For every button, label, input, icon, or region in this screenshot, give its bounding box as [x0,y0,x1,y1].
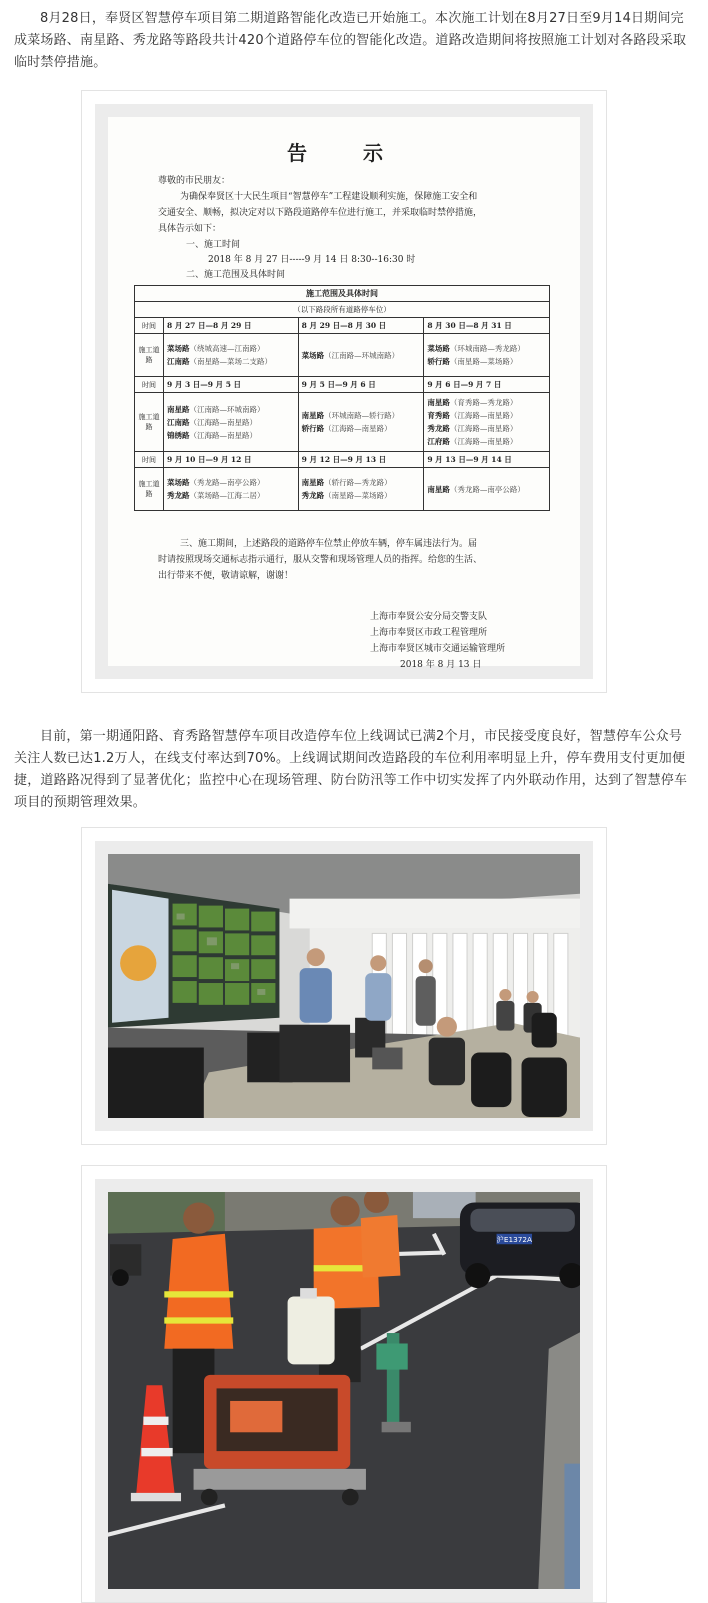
road-entry [167,416,295,429]
schedule-table [134,285,550,511]
schedule-area-label: 施工道路 [135,334,164,377]
notice-body-line: 交通安全、顺畅，拟决定对以下路段道路停车位进行施工，并采取临时禁停措施， [158,208,483,218]
road-entry [427,342,546,355]
schedule-road-cell [424,334,550,377]
schedule-road-cell [164,468,299,511]
notice-date: 2018 年 8 月 13 日 [400,660,482,670]
road-entry [427,396,546,409]
road-entry [302,349,421,362]
schedule-date-cell: 9 月 6 日—9 月 7 日 [424,377,550,393]
road-range: （轿行路—秀龙路） [324,478,392,487]
notice-body-line: 具体告示如下： [158,224,222,234]
schedule-table-subheader: （以下路段所有道路停车位） [135,302,550,318]
road-name: 秀龙路 [167,491,190,500]
schedule-area-label: 施工道路 [135,393,164,452]
schedule-date-cell: 9 月 13 日—9 月 14 日 [424,452,550,468]
notice-signature: 上海市奉贤区市政工程管理所 [370,628,488,638]
schedule-road-cell [298,468,424,511]
notice-image-frame [81,90,607,693]
notice-title: 告 示 [287,141,401,165]
road-entry [427,409,546,422]
schedule-date-row [135,318,550,334]
road-range: （绕城高速—江南路） [189,344,265,353]
road-name: 轿行路 [301,424,325,433]
street-work-photo [108,1192,580,1589]
road-range: （江海路—南星路） [189,417,257,427]
schedule-time-label: 时间 [135,377,164,393]
road-name: 南星路 [427,398,450,407]
road-range: （江海路—南星路） [449,411,518,420]
road-range: （江海路—南星路） [324,424,392,433]
notice-section-heading: 二、施工范围及具体时间 [186,270,286,280]
road-range: （江海路—南星路） [449,424,518,433]
notice-signature: 上海市奉贤公安分局交警支队 [370,612,488,622]
road-range: （菜场路—江海二居） [189,491,265,500]
schedule-date-cell: 9 月 3 日—9 月 5 日 [164,377,299,393]
road-entry [167,403,295,416]
road-name: 秀龙路 [301,491,325,500]
schedule-date-cell: 8 月 27 日—8 月 29 日 [164,318,299,334]
road-name: 菜场路 [167,478,190,487]
schedule-road-cell [424,393,550,452]
notice-section-text: 时请按照现场交通标志指示通行，服从交警和现场管理人员的指挥。给您的生活、 [158,555,483,565]
schedule-road-row [135,393,550,452]
road-name: 江南路 [167,357,190,366]
schedule-date-cell: 9 月 5 日—9 月 6 日 [298,377,424,393]
road-name: 江南路 [167,417,190,427]
notice-time: 2018 年 8 月 27 日-----9 月 14 日 8:30--16:30 时 [208,255,416,265]
notice-signature: 上海市奉贤区城市交通运输管理所 [370,644,506,654]
road-entry [302,422,421,435]
road-entry [427,422,546,435]
road-name: 育秀路 [427,411,450,420]
schedule-date-cell: 9 月 10 日—9 月 12 日 [164,452,299,468]
road-entry [427,483,546,496]
road-range: （江海路—南星路） [189,430,257,440]
schedule-road-cell [164,393,299,452]
notice-document [108,117,580,670]
street-work-photo-frame [81,1165,607,1603]
road-name: 轿行路 [427,357,450,366]
road-name: 菜场路 [427,344,450,353]
notice-section-heading: 一、施工时间 [186,240,241,250]
road-name: 锦绣路 [167,430,190,440]
road-range: （江南路—环城南路） [189,404,265,414]
road-entry [167,489,295,502]
schedule-road-cell [298,334,424,377]
schedule-date-cell: 8 月 30 日—8 月 31 日 [424,318,550,334]
road-name: 南星路 [427,484,450,494]
road-name: 菜场路 [301,350,325,360]
schedule-road-cell [164,334,299,377]
control-room-photo-frame [81,827,607,1145]
schedule-area-label: 施工道路 [135,468,164,511]
road-entry [167,476,295,489]
notice-body-line: 为确保奉贤区十大民生项目“智慧停车”工程建设顺利实施，保障施工安全和 [180,192,478,202]
road-range: （南星路—菜场路） [449,357,518,366]
road-entry [167,355,295,368]
schedule-road-cell [298,393,424,452]
road-range: （秀龙路—南亭公路） [189,478,265,487]
road-name: 菜场路 [167,344,190,353]
road-range: （环城南路—轿行路） [324,411,400,420]
road-entry [427,355,546,368]
schedule-date-cell: 8 月 29 日—8 月 30 日 [298,318,424,334]
status-paragraph: 目前，第一期通阳路、育秀路智慧停车项目改造停车位上线调试已满2个月，市民接受度良好，智慧停车公众号关注人数已达1.2万人，在线支付率达到70%。上线调试期间改造路段的车位利用率明显上升，停车费用支付更加便捷，道路路况得到了显著优化；监控中心在现场管理、防台防汛等工作中切实发挥了内外联动作用，达到了智慧停车项目的预期管理效果。 [14,729,688,810]
notice-greeting: 尊敬的市民朋友： [158,176,231,186]
schedule-road-row [135,468,550,511]
schedule-date-row [135,452,550,468]
road-range: （江南路—环城南路） [324,350,400,360]
road-range: （秀龙路—南亭公路） [449,484,525,494]
road-entry [302,476,421,489]
schedule-time-label: 时间 [135,452,164,468]
street-work-illustration [108,1192,580,1589]
intro-paragraph: 8月28日，奉贤区智慧停车项目第二期道路智能化改造已开始施工。本次施工计划在8月27日至9月14日期间完成菜场路、南星路、秀龙路等路段共计420个道路停车位的智能化改造。道路改造期间将按照施工计划对各路段采取临时禁停措施。 [14,11,687,70]
notice-section-text: 出行带来不便，敬请谅解，谢谢！ [158,571,294,581]
control-room-illustration [108,854,580,1118]
road-name: 南星路 [301,411,325,420]
schedule-date-cell: 9 月 12 日—9 月 13 日 [298,452,424,468]
schedule-road-cell [424,468,550,511]
road-name: 南星路 [167,404,190,414]
schedule-table-header: 施工范围及具体时间 [135,286,550,302]
road-entry [167,342,295,355]
road-name: 江府路 [427,437,450,446]
road-name: 秀龙路 [427,424,450,433]
road-range: （江海路—南星路） [449,437,518,446]
control-room-photo [108,854,580,1118]
road-range: （南星路—菜场二支路） [189,357,272,366]
road-range: （南星路—菜场路） [324,491,392,500]
road-entry [302,489,421,502]
schedule-road-row [135,334,550,377]
road-entry [427,435,546,448]
road-name: 南星路 [301,478,325,487]
road-range: （育秀路—秀龙路） [449,398,518,407]
road-range: （环城南路—秀龙路） [449,344,525,353]
license-plate: 沪E1372A [496,1235,533,1245]
road-entry [167,429,295,442]
schedule-date-row [135,377,550,393]
road-entry [302,409,421,422]
schedule-time-label: 时间 [135,318,164,334]
notice-section-text: 三、施工期间，上述路段的道路停车位禁止停放车辆，停车属违法行为。届 [180,539,478,549]
